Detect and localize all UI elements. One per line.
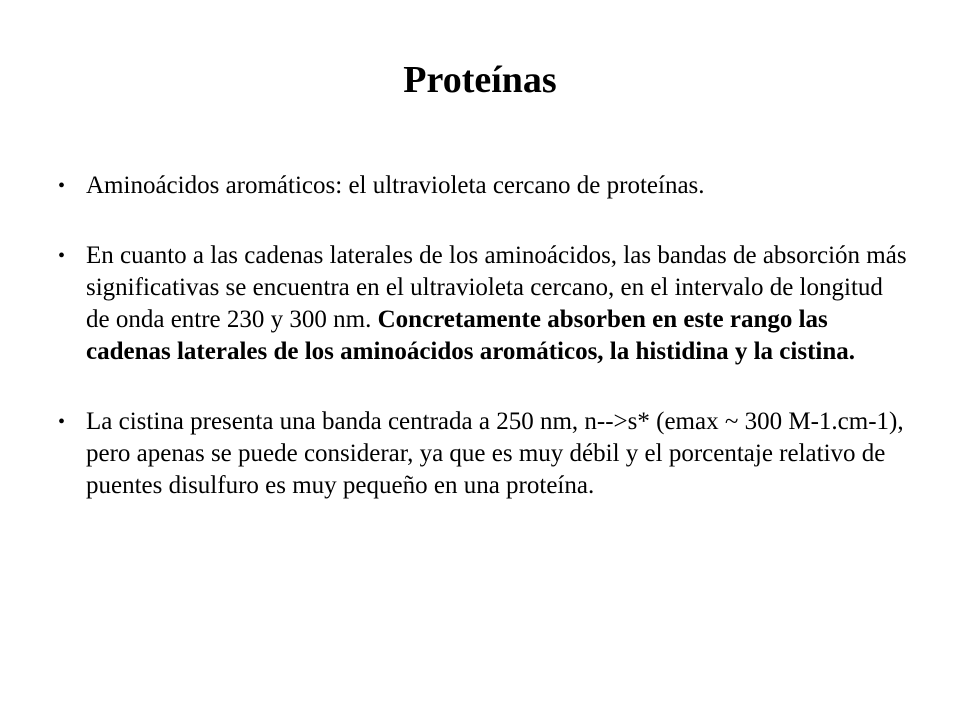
bullet-icon: • <box>58 411 66 433</box>
slide-title: Proteínas <box>403 59 557 101</box>
bullet-item-side-chains <box>58 240 908 368</box>
bullet-text: En cuanto a las cadenas laterales de los aminoácidos, las bandas de absorción más significativas se encuentra en el ultravioleta cercano, en el intervalo de longitud de onda entre 230 y 300 nm. <box>86 242 907 333</box>
bullet-text: Aminoácidos aromáticos: el ultravioleta cercano de proteínas. <box>86 172 705 199</box>
bullet-item-aromatic-amino-acids <box>58 170 908 202</box>
bullet-list <box>58 170 908 540</box>
bullet-icon: • <box>58 245 66 267</box>
bullet-item-cistine <box>58 406 908 502</box>
bullet-text: La cistina presenta una banda centrada a 250 nm, n-->s* (emax ~ 300 M-1.cm-1), pero apenas se puede considerar, ya que es muy débil y el porcentaje relativo de puentes disulfuro es muy pequeño en una proteína. <box>86 408 904 499</box>
bullet-icon: • <box>58 175 66 197</box>
bullet-bold-text: Concretamente absorben en este rango las cadenas laterales de los aminoácidos aromáticos, la histidina y la cistina. <box>86 306 855 365</box>
